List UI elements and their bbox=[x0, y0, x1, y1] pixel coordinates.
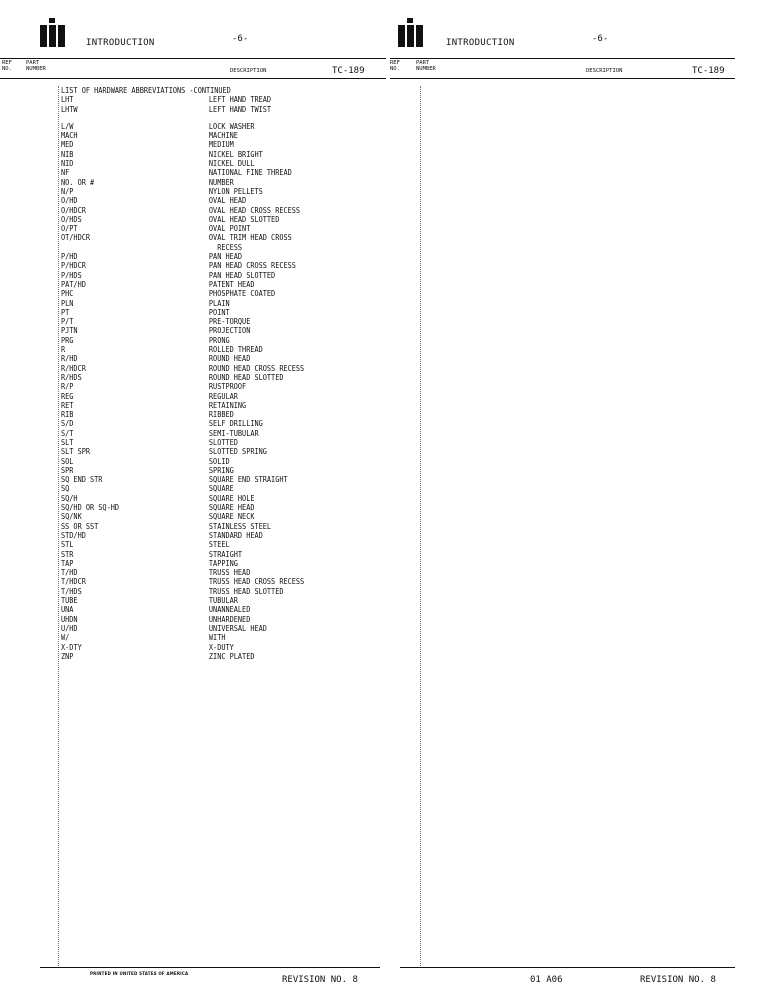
abbreviation-description: TAPPING bbox=[208, 558, 238, 568]
abbreviation: O/HD bbox=[61, 196, 78, 206]
abbreviation-description: UNIVERSAL HEAD bbox=[208, 623, 267, 633]
abbreviation: PRG bbox=[61, 335, 74, 345]
list-item bbox=[61, 457, 304, 466]
abbreviation: RIB bbox=[61, 410, 74, 420]
footer-code: 01 A06 bbox=[530, 975, 563, 985]
abbreviation: SQ/HD OR SQ-HD bbox=[61, 503, 119, 513]
abbreviation: S/D bbox=[61, 419, 74, 429]
abbreviation: O/HDS bbox=[61, 214, 82, 224]
list-item bbox=[61, 596, 304, 605]
abbreviation-description: SQUARE END STRAIGHT bbox=[208, 475, 288, 485]
abbreviation-list-top bbox=[61, 95, 304, 114]
list-item bbox=[61, 224, 304, 233]
abbreviation: SLT SPR bbox=[61, 447, 90, 457]
section-title: INTRODUCTION bbox=[446, 38, 515, 48]
list-item bbox=[61, 652, 304, 661]
abbreviation-description: SLOTTED SPRING bbox=[208, 447, 267, 457]
list-item bbox=[61, 140, 304, 149]
abbreviation: SLT bbox=[61, 437, 74, 447]
list-item bbox=[61, 252, 304, 261]
abbreviation: PLN bbox=[61, 298, 74, 308]
list-item bbox=[61, 531, 304, 540]
abbreviation-description: LEFT HAND TREAD bbox=[208, 95, 272, 105]
abbreviation-description: ZINC PLATED bbox=[208, 651, 255, 661]
list-item bbox=[61, 438, 304, 447]
list-item bbox=[61, 95, 304, 104]
list-item bbox=[61, 159, 304, 168]
abbreviation-description: PAN HEAD SLOTTED bbox=[208, 270, 276, 280]
abbreviation: R/HD bbox=[61, 354, 78, 364]
abbreviation-description: PROJECTION bbox=[208, 326, 251, 336]
col-desc-header: DESCRIPTION bbox=[586, 68, 623, 74]
abbreviation: OT/HDCR bbox=[61, 233, 90, 243]
revision-number: REVISION NO. 8 bbox=[640, 975, 716, 985]
abbreviation: NO. OR # bbox=[61, 177, 95, 187]
list-item bbox=[61, 484, 304, 493]
list-item bbox=[61, 178, 304, 187]
list-item bbox=[61, 587, 304, 596]
col-ref-header: REF NO. bbox=[390, 60, 400, 72]
abbreviation-description: SQUARE NECK bbox=[208, 512, 255, 522]
list-item bbox=[61, 410, 304, 419]
list-item bbox=[61, 233, 304, 252]
abbreviation: R/P bbox=[61, 382, 74, 392]
abbreviation-description: SELF DRILLING bbox=[208, 419, 263, 429]
abbreviation-description: TUBULAR bbox=[208, 596, 238, 606]
abbreviation-description: STRAIGHT bbox=[208, 549, 243, 559]
list-item bbox=[61, 577, 304, 586]
right-page bbox=[390, 0, 772, 1000]
abbreviation-description: UNHARDENED bbox=[208, 614, 251, 624]
abbreviation: L/W bbox=[61, 121, 74, 131]
abbreviation: SQ/NK bbox=[61, 512, 82, 522]
abbreviation-description: ROLLED THREAD bbox=[208, 345, 263, 355]
list-item bbox=[61, 373, 304, 382]
list-item bbox=[61, 206, 304, 215]
abbreviation: STR bbox=[61, 549, 74, 559]
abbreviation: LHTW bbox=[61, 104, 78, 114]
abbreviation-description: RETAINING bbox=[208, 400, 247, 410]
abbreviation: R bbox=[61, 345, 66, 355]
list-item bbox=[61, 196, 304, 205]
abbreviation: SOL bbox=[61, 456, 74, 466]
abbreviation-description: X-DUTY bbox=[208, 642, 234, 652]
abbreviation-description: SQUARE HOLE bbox=[208, 493, 255, 503]
list-item bbox=[61, 605, 304, 614]
abbreviation: PT bbox=[61, 307, 70, 317]
abbreviation-description: PRE-TORQUE bbox=[208, 317, 251, 327]
abbreviation: TAP bbox=[61, 558, 74, 568]
col-desc-header: DESCRIPTION bbox=[230, 68, 267, 74]
company-logo-icon bbox=[398, 18, 422, 48]
form-code: TC-189 bbox=[332, 66, 365, 76]
abbreviation-description: TRUSS HEAD bbox=[208, 568, 251, 578]
list-item bbox=[61, 429, 304, 438]
list-item bbox=[61, 392, 304, 401]
abbreviation: U/HD bbox=[61, 623, 78, 633]
abbreviation: SQ/H bbox=[61, 493, 78, 503]
abbreviation: PJTN bbox=[61, 326, 78, 336]
abbreviation: P/HDCR bbox=[61, 261, 86, 271]
list-item bbox=[61, 568, 304, 577]
list-item bbox=[61, 317, 304, 326]
page-number: -6- bbox=[232, 34, 249, 44]
abbreviation-description: POINT bbox=[208, 307, 230, 317]
abbreviation: R/HDCR bbox=[61, 363, 86, 373]
abbreviation-description: MACHINE bbox=[208, 131, 238, 141]
abbreviation: MACH bbox=[61, 131, 78, 141]
abbreviation: P/T bbox=[61, 317, 74, 327]
printed-notice: PRINTED IN UNITED STATES OF AMERICA bbox=[90, 971, 189, 976]
abbreviation-description: NYLON PELLETS bbox=[208, 186, 263, 196]
abbreviation: O/PT bbox=[61, 224, 78, 234]
abbreviation-description: TRUSS HEAD SLOTTED bbox=[208, 586, 284, 596]
abbreviation: UNA bbox=[61, 605, 74, 615]
list-item bbox=[61, 522, 304, 531]
list-item bbox=[61, 150, 304, 159]
column-separator bbox=[420, 86, 421, 966]
abbreviation-description: RUSTPROOF bbox=[208, 382, 247, 392]
col-part-header: PART NUMBER bbox=[26, 60, 46, 72]
list-item bbox=[61, 131, 304, 140]
abbreviation-description: RIBBED bbox=[208, 410, 234, 420]
list-item bbox=[61, 633, 304, 642]
abbreviation: TUBE bbox=[61, 596, 78, 606]
abbreviation: NID bbox=[61, 159, 74, 169]
abbreviation-description: SOLID bbox=[208, 456, 230, 466]
abbreviation: T/HDS bbox=[61, 586, 82, 596]
abbreviation-description: OVAL HEAD CROSS RECESS bbox=[208, 205, 301, 215]
list-item bbox=[61, 187, 304, 196]
col-ref-header: REF NO. bbox=[2, 60, 12, 72]
list-item bbox=[61, 122, 304, 131]
abbreviation-description: PHOSPHATE COATED bbox=[208, 289, 276, 299]
list-item bbox=[61, 105, 304, 114]
company-logo-icon bbox=[40, 18, 64, 48]
abbreviation-description: ROUND HEAD SLOTTED bbox=[208, 372, 284, 382]
list-item bbox=[61, 475, 304, 484]
list-item bbox=[61, 447, 304, 456]
abbreviation-description: NICKEL DULL bbox=[208, 159, 255, 169]
abbreviation-description: SQUARE HEAD bbox=[208, 503, 255, 513]
abbreviation: SPR bbox=[61, 465, 74, 475]
list-item bbox=[61, 280, 304, 289]
abbreviation: T/HD bbox=[61, 568, 78, 578]
abbreviation-description: UNANNEALED bbox=[208, 605, 251, 615]
abbreviation: MED bbox=[61, 140, 74, 150]
abbreviation-description: SQUARE bbox=[208, 484, 234, 494]
abbreviation-description: PRONG bbox=[208, 335, 230, 345]
column-separator bbox=[58, 86, 59, 966]
abbreviation: T/HDCR bbox=[61, 577, 86, 587]
abbreviation-description: SLOTTED bbox=[208, 437, 238, 447]
abbreviation: PAT/HD bbox=[61, 279, 86, 289]
list-item bbox=[61, 215, 304, 224]
abbreviation-description: STAINLESS STEEL bbox=[208, 521, 272, 531]
abbreviation-description: OVAL TRIM HEAD CROSS RECESS bbox=[208, 233, 292, 252]
abbreviation-description: STEEL bbox=[208, 540, 230, 550]
abbreviation: ZNP bbox=[61, 651, 74, 661]
abbreviation-description: REGULAR bbox=[208, 391, 238, 401]
abbreviation-description: TRUSS HEAD CROSS RECESS bbox=[208, 577, 305, 587]
abbreviation-description: PAN HEAD CROSS RECESS bbox=[208, 261, 296, 271]
abbreviation: W/ bbox=[61, 633, 70, 643]
list-item bbox=[61, 168, 304, 177]
abbreviation: P/HDS bbox=[61, 270, 82, 280]
list-item bbox=[61, 336, 304, 345]
abbreviation-description: NUMBER bbox=[208, 177, 234, 187]
abbreviation-description: OVAL POINT bbox=[208, 224, 251, 234]
list-item bbox=[61, 643, 304, 652]
list-item bbox=[61, 419, 304, 428]
list-item bbox=[61, 615, 304, 624]
abbreviation: UHDN bbox=[61, 614, 78, 624]
list-item bbox=[61, 345, 304, 354]
list-item bbox=[61, 382, 304, 391]
list-title: LIST OF HARDWARE ABBREVIATIONS -CONTINUED bbox=[61, 86, 231, 95]
abbreviation: R/HDS bbox=[61, 372, 82, 382]
abbreviation: PHC bbox=[61, 289, 74, 299]
list-item bbox=[61, 466, 304, 475]
abbreviation: P/HD bbox=[61, 252, 78, 262]
list-item bbox=[61, 550, 304, 559]
list-item bbox=[61, 299, 304, 308]
abbreviation: O/HDCR bbox=[61, 205, 86, 215]
abbreviation-description: OVAL HEAD SLOTTED bbox=[208, 214, 280, 224]
abbreviation: REG bbox=[61, 391, 74, 401]
abbreviation: LHT bbox=[61, 95, 74, 105]
abbreviation-list bbox=[61, 86, 304, 661]
list-item bbox=[61, 326, 304, 335]
abbreviation-description: PAN HEAD bbox=[208, 252, 243, 262]
list-item bbox=[61, 624, 304, 633]
abbreviation-description: SPRING bbox=[208, 465, 234, 475]
abbreviation: STD/HD bbox=[61, 530, 86, 540]
abbreviation: NIB bbox=[61, 149, 74, 159]
abbreviation: STL bbox=[61, 540, 74, 550]
abbreviation-description: NICKEL BRIGHT bbox=[208, 149, 263, 159]
abbreviation: NF bbox=[61, 168, 70, 178]
abbreviation-description: OVAL HEAD bbox=[208, 196, 247, 206]
list-item bbox=[61, 503, 304, 512]
abbreviation-description: LOCK WASHER bbox=[208, 121, 255, 131]
abbreviation-description: PLAIN bbox=[208, 298, 230, 308]
page-number: -6- bbox=[592, 34, 609, 44]
abbreviation-description: ROUND HEAD bbox=[208, 354, 251, 364]
abbreviation: N/P bbox=[61, 186, 74, 196]
abbreviation: SQ bbox=[61, 484, 70, 494]
list-item bbox=[61, 289, 304, 298]
list-item bbox=[61, 512, 304, 521]
abbreviation-description: LEFT HAND TWIST bbox=[208, 104, 272, 114]
abbreviation-description: MEDIUM bbox=[208, 140, 234, 150]
abbreviation-description: ROUND HEAD CROSS RECESS bbox=[208, 363, 305, 373]
abbreviation-description: PATENT HEAD bbox=[208, 279, 255, 289]
abbreviation: S/T bbox=[61, 428, 74, 438]
abbreviation-description: SEMI-TUBULAR bbox=[208, 428, 259, 438]
abbreviation: RET bbox=[61, 400, 74, 410]
abbreviation: SQ END STR bbox=[61, 475, 103, 485]
section-title: INTRODUCTION bbox=[86, 38, 155, 48]
list-item bbox=[61, 364, 304, 373]
abbreviation-list-main bbox=[61, 122, 304, 661]
list-item bbox=[61, 271, 304, 280]
abbreviation-description: STANDARD HEAD bbox=[208, 530, 263, 540]
list-item bbox=[61, 540, 304, 549]
list-item bbox=[61, 559, 304, 568]
abbreviation-description: WITH bbox=[208, 633, 226, 643]
abbreviation-description: NATIONAL FINE THREAD bbox=[208, 168, 292, 178]
form-code: TC-189 bbox=[692, 66, 725, 76]
abbreviation: X-DTY bbox=[61, 642, 82, 652]
revision-number: REVISION NO. 8 bbox=[282, 975, 358, 985]
list-item bbox=[61, 308, 304, 317]
list-item bbox=[61, 261, 304, 270]
col-part-header: PART NUMBER bbox=[416, 60, 436, 72]
list-item bbox=[61, 401, 304, 410]
abbreviation: SS OR SST bbox=[61, 521, 99, 531]
list-item bbox=[61, 354, 304, 363]
list-item bbox=[61, 494, 304, 503]
